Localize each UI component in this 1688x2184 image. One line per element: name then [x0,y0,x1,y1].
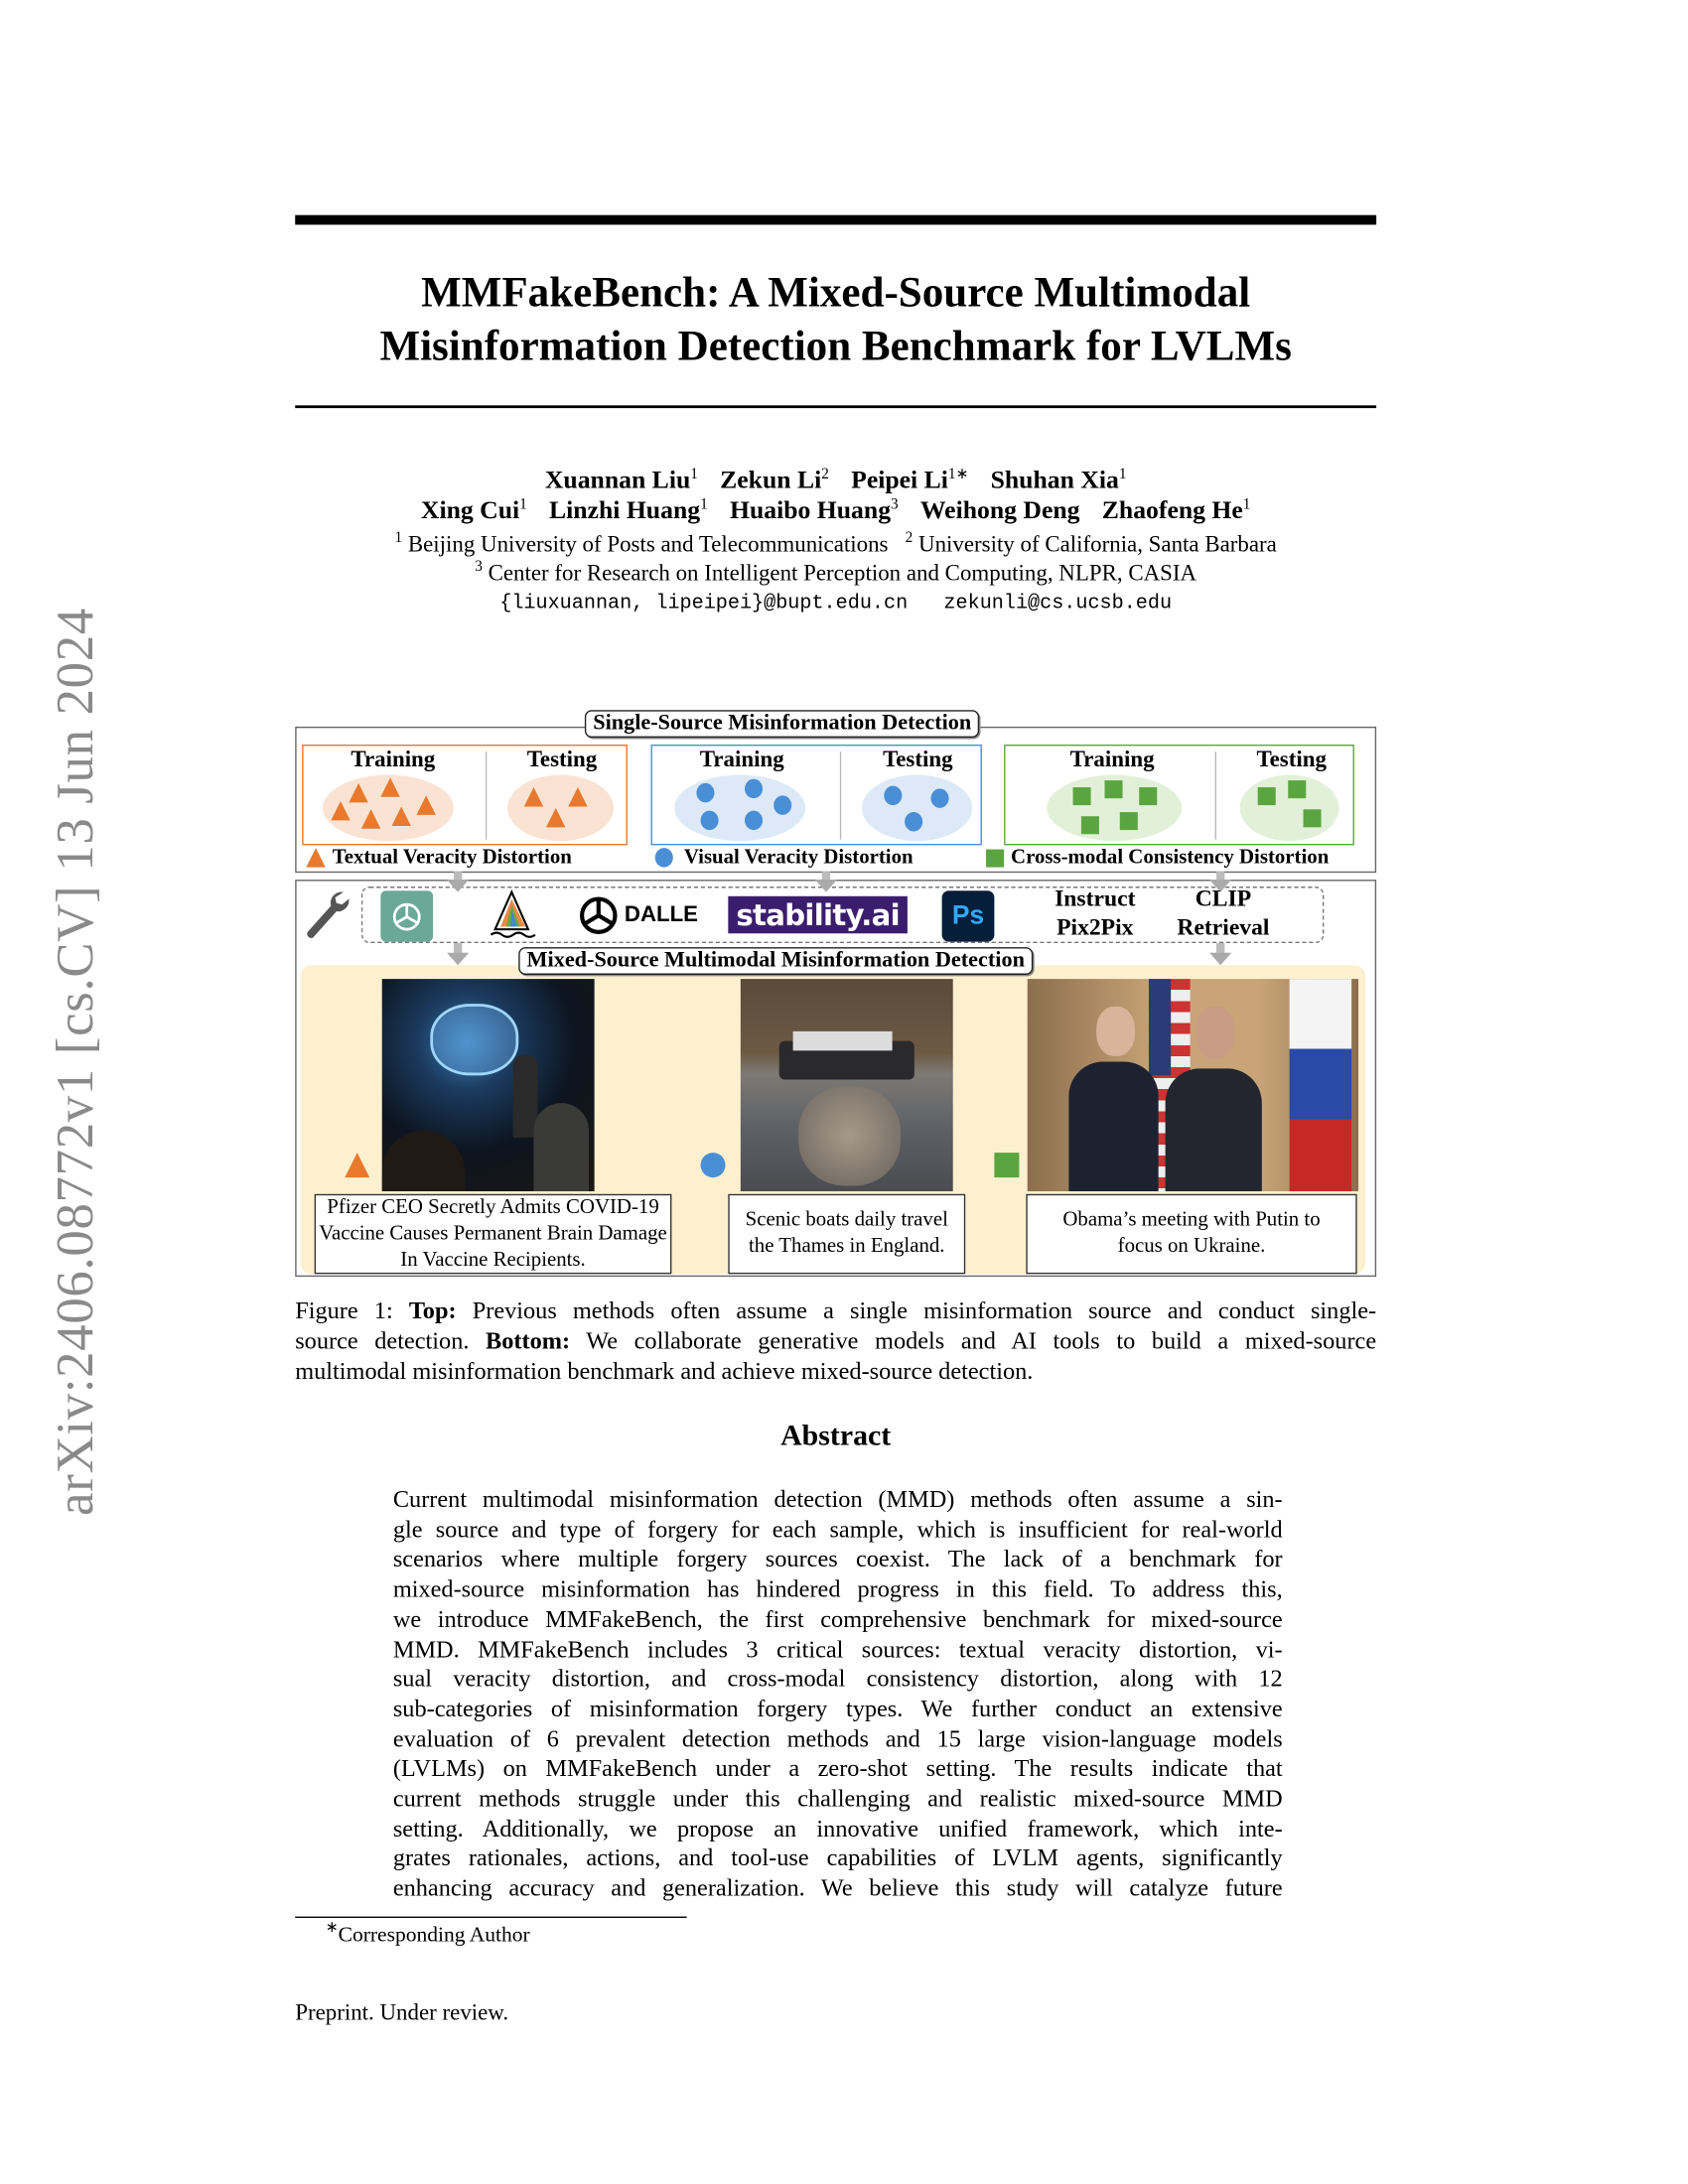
author-name: Shuhan Xia [990,467,1119,495]
midjourney-logo-icon [483,887,540,943]
image-diplomat-handshake [1028,979,1358,1191]
abstract-line: we introduce MMFakeBench, the first comprehensive benchmark for mixed-source [392,1604,1283,1633]
arrow-down-icon [447,880,469,892]
mixed-source-label: Mixed-Source Multimodal Misinformation Detection [518,947,1033,975]
legend-cross-modal: Cross-modal Consistency Distortion [1011,846,1330,870]
caption-text: Top: [408,1296,457,1324]
title-line: Misinformation Detection Benchmark for LVLMs [379,321,1292,370]
author-name: Huaibo Huang [729,497,892,526]
abstract-body [393,1485,1283,1904]
figure-caption [295,1295,1376,1386]
visual-group [651,745,982,845]
abstract-line: evaluation of 6 prevalent detection methods and 15 large vision-language models [392,1723,1283,1752]
abstract-line: enhancing accuracy and generalization. We believe this study will catalyze future [392,1873,1283,1902]
abstract-line: sual veracity distortion, and cross-modal consistency distortion, along with 12 [392,1664,1283,1693]
author-sup: 1∗ [947,466,969,483]
author [549,497,708,525]
author-sup: 1 [1242,496,1251,513]
affiliation: Beijing University of Posts and Telecommunications [407,530,889,558]
author [1102,497,1251,525]
author-name: Zekun Li [720,467,822,495]
author-name: Xuannan Liu [544,467,691,495]
caption-text: Figure 1: [295,1296,409,1324]
dalle-logo [571,887,702,943]
caption-line [295,1325,1376,1356]
abstract-line: scenarios where multiple forgery sources coexist. The lack of a benchmark for [392,1545,1283,1572]
caption-textual: Pfizer CEO Secretly Admits COVID-19 Vaccine Causes Permanent Brain Damage In Vaccine Recipients. [315,1194,672,1275]
paper-title [295,265,1376,372]
caption-line [295,1295,1376,1325]
author [421,497,527,525]
training-label: Training [699,746,784,772]
author-name: Xing Cui [420,497,520,526]
image-thames-boat [741,979,953,1191]
photoshop-logo-icon: Ps [942,890,995,941]
footnote [325,1919,530,1949]
top-rule [295,215,1376,225]
email[interactable]: {liuxuannan, lipeipei}@bupt.edu.cn [499,593,909,615]
triangle-icon [345,1153,369,1177]
author-sup: 1 [690,466,698,483]
author-name: Peipei Li [851,467,948,495]
textual-group [302,745,628,845]
chatgpt-logo-icon [380,890,433,941]
testing-label: Testing [883,746,953,772]
affiliation: University of California, Santa Barbara [918,530,1277,558]
footnote-text: Corresponding Author [338,1923,530,1948]
openai-icon [575,892,622,939]
arxiv-stamp: arXiv:2406.08772v1 [cs.CV] 13 Jun 2024 [47,608,105,1516]
arrow-down-icon [815,880,837,892]
arrow-down-icon [1209,953,1231,966]
figure-1 [295,711,1376,1278]
author [991,468,1127,495]
author [720,468,829,495]
caption-visual: Scenic boats daily travel the Thames in England. [728,1194,965,1275]
tool-label: Pix2Pix [1056,913,1134,941]
abstract-line: grates rationales, actions, and tool-use capabilities of LVLM agents, significantly [392,1843,1283,1872]
author [545,468,698,495]
aff-sup: 2 [905,529,914,547]
caption-text: Previous methods often assume a single misinformation source and conduct single- [456,1296,1377,1324]
abstract-line: Current multimodal misinformation detection (MMD) methods often assume a sin- [392,1484,1283,1513]
title-line: MMFakeBench: A Mixed-Source Multimodal [421,267,1251,317]
author [851,468,968,495]
author [920,497,1080,525]
email[interactable]: zekunli@cs.ucsb.edu [943,593,1173,615]
caption-text: source detection. [295,1326,487,1354]
tool-label: Instruct [1055,885,1136,912]
caption-text: Bottom: [486,1326,571,1354]
testing-label: Testing [526,746,598,772]
emails [295,590,1376,618]
abstract-line: sub-categories of misinformation forgery types. We further conduct an extensive [392,1694,1283,1722]
abstract-line: MMD. MMFakeBench includes 3 critical sources: textual veracity distortion, vi- [392,1634,1283,1663]
abstract-line: current methods struggle under this challenging and realistic mixed-source MMD [392,1784,1283,1813]
author-sup: 1 [700,496,708,513]
caption-cross-modal: Obama’s meeting with Putin to focus on Ukraine. [1026,1194,1356,1275]
training-label: Training [1069,746,1155,772]
arrow-down-icon [447,953,469,966]
author [730,497,899,525]
wrench-icon [301,887,353,944]
abstract-line: mixed-source misinformation has hindered progress in this field. To address this, [392,1574,1283,1603]
cross-modal-group [1004,745,1354,845]
instruct-pix2pix-label [1033,883,1157,943]
authors-row-2 [295,496,1376,527]
abstract-heading: Abstract [780,1419,892,1452]
author-name: Weihong Deng [919,497,1080,526]
author-sup: 1 [519,496,527,513]
caption-text: multimodal misinformation benchmark and achieve mixed-source detection. [295,1356,1034,1385]
title-rule [295,405,1376,407]
author-sup: 3 [891,496,899,513]
tool-label: Retrieval [1177,913,1270,941]
abstract-line: setting. Additionally, we propose an innovative unified framework, which inte- [392,1814,1283,1843]
author-sup: 2 [821,466,829,483]
training-label: Training [351,746,436,772]
author-name: Zhaofeng He [1101,497,1243,526]
authors-row-1 [295,466,1376,496]
affiliations-line-2 [295,559,1376,588]
legend-textual: Textual Veracity Distortion [332,846,572,870]
single-source-label: Single-Source Misinformation Detection [585,710,980,738]
affiliations-line-1 [295,529,1376,558]
legend-visual: Visual Veracity Distortion [683,846,914,870]
aff-sup: 3 [475,558,483,576]
circle-icon [701,1153,726,1177]
footnote-mark: ∗ [325,1919,339,1937]
author-sup: 1 [1118,466,1127,483]
caption-line [295,1355,1376,1386]
image-ai-brain-presentation [382,979,595,1191]
square-icon [994,1153,1019,1177]
footnote-rule [295,1917,686,1918]
square-icon [986,850,1004,868]
abstract-line: gle source and type of forgery for each sample, which is insufficient for real-world [392,1514,1283,1543]
caption-text: We collaborate generative models and AI tools to build a mixed-source [570,1326,1377,1354]
affiliation: Center for Research on Intelligent Perception and Computing, NLPR, CASIA [488,559,1197,587]
clip-retrieval-label [1164,883,1282,943]
circle-icon [655,848,673,867]
triangle-icon [306,848,325,867]
testing-label: Testing [1256,746,1327,772]
stability-ai-logo: stability.ai [728,896,908,934]
aff-sup: 1 [394,529,403,547]
author-name: Linzhi Huang [548,497,701,526]
abstract-line: (LVLMs) on MMFakeBench under a zero-shot setting. The results indicate that [392,1754,1283,1782]
preprint-notice: Preprint. Under review. [295,1998,509,2026]
dalle-label: DALLE [624,902,698,927]
tool-label: CLIP [1195,885,1252,912]
